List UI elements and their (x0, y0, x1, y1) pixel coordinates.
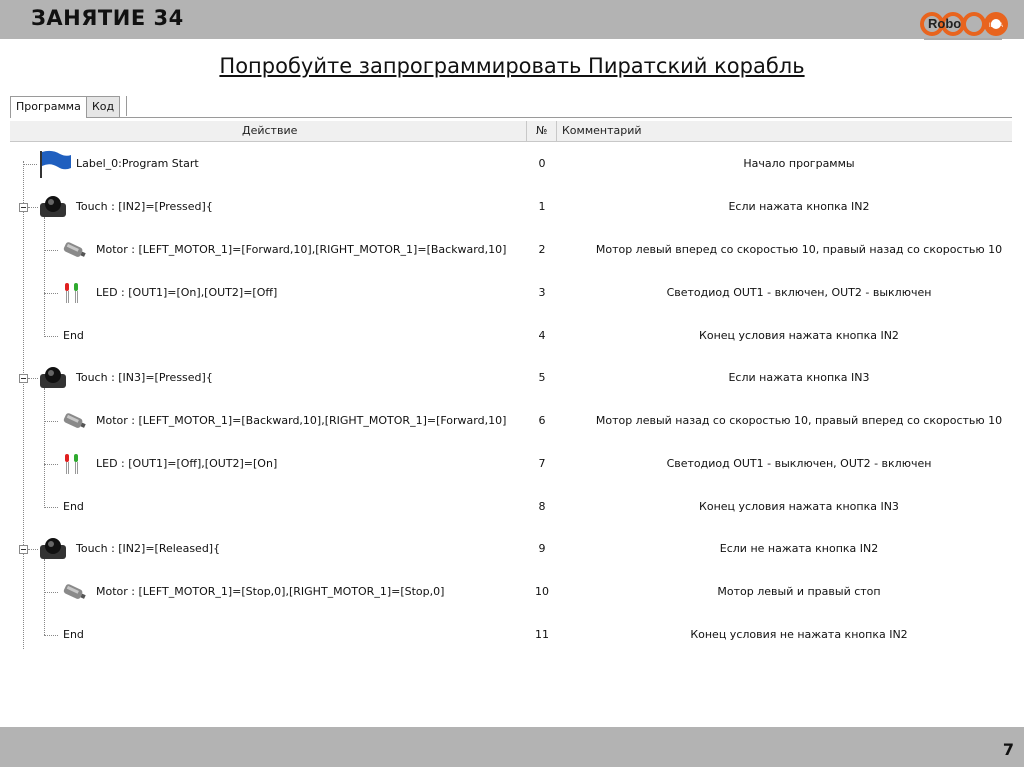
row-comment: Мотор левый назад со скоростью 10, правый вперед со скоростью 10 (595, 414, 1003, 427)
row-comment: Мотор левый и правый стоп (717, 585, 881, 598)
logo-text: Robo (928, 16, 962, 31)
column-separator (526, 121, 527, 141)
row-number: 9 (538, 542, 546, 555)
button-icon (38, 194, 68, 223)
row-comment: Конец условия нажата кнопка IN3 (699, 500, 899, 513)
row-number: 5 (538, 371, 546, 384)
led-icon (62, 452, 82, 479)
row-number: 4 (538, 329, 546, 342)
program-table (10, 121, 1012, 651)
row-action: Touch : [IN3]=[Pressed]{ (76, 371, 213, 384)
collapse-toggle[interactable] (19, 545, 28, 554)
row-action: Label_0:Program Start (76, 157, 199, 170)
row-comment: Если не нажата кнопка IN2 (719, 542, 879, 555)
tab-program[interactable]: Программа (10, 96, 87, 118)
motor-icon (60, 239, 88, 264)
logo-sub: IDEA (989, 23, 1004, 29)
table-row[interactable] (10, 278, 1012, 308)
row-number: 11 (535, 628, 549, 641)
row-action: Touch : [IN2]=[Pressed]{ (76, 200, 213, 213)
table-row[interactable] (10, 620, 1012, 650)
table-header (10, 121, 1012, 142)
table-row[interactable] (10, 149, 1012, 179)
column-action[interactable]: Действие (242, 124, 298, 137)
table-row[interactable] (10, 321, 1012, 351)
collapse-toggle[interactable] (19, 203, 28, 212)
row-comment: Начало программы (743, 157, 855, 170)
lesson-title: ЗАНЯТИЕ 34 (31, 6, 184, 30)
button-icon (38, 365, 68, 394)
table-row[interactable] (10, 192, 1012, 222)
row-comment: Светодиод OUT1 - включен, OUT2 - выключен (666, 286, 932, 299)
row-number: 7 (538, 457, 546, 470)
table-row[interactable] (10, 577, 1012, 607)
row-action: Motor : [LEFT_MOTOR_1]=[Forward,10],[RIGHT_MOTOR_1]=[Backward,10] (96, 243, 507, 256)
bottom-bar (0, 727, 1024, 767)
row-action: Motor : [LEFT_MOTOR_1]=[Stop,0],[RIGHT_MOTOR_1]=[Stop,0] (96, 585, 445, 598)
row-comment: Конец условия нажата кнопка IN2 (699, 329, 899, 342)
led-icon (62, 281, 82, 308)
collapse-toggle[interactable] (19, 374, 28, 383)
motor-icon (60, 410, 88, 435)
row-action: End (63, 329, 84, 342)
page-number: 7 (1002, 740, 1014, 759)
row-action: LED : [OUT1]=[Off],[OUT2]=[On] (96, 457, 278, 470)
table-row[interactable] (10, 363, 1012, 393)
tab-code[interactable]: Код (86, 96, 120, 117)
column-number[interactable]: № (536, 124, 548, 137)
column-separator (556, 121, 557, 141)
table-row[interactable] (10, 492, 1012, 522)
row-action: Motor : [LEFT_MOTOR_1]=[Backward,10],[RIGHT_MOTOR_1]=[Forward,10] (96, 414, 507, 427)
table-row[interactable] (10, 534, 1012, 564)
row-number: 10 (535, 585, 549, 598)
tab-separator (126, 96, 127, 116)
row-number: 1 (538, 200, 546, 213)
button-icon (38, 536, 68, 565)
tab-bar (10, 96, 1012, 118)
row-comment: Конец условия не нажата кнопка IN2 (690, 628, 908, 641)
row-action: End (63, 500, 84, 513)
row-comment: Если нажата кнопка IN2 (728, 200, 870, 213)
slide-title: Попробуйте запрограммировать Пиратский корабль (219, 54, 805, 78)
column-comment[interactable]: Комментарий (562, 124, 642, 137)
robo-logo (920, 2, 1012, 44)
row-number: 8 (538, 500, 546, 513)
row-comment: Светодиод OUT1 - выключен, OUT2 - включен (666, 457, 932, 470)
row-comment: Мотор левый вперед со скоростью 10, правый назад со скоростью 10 (595, 243, 1003, 256)
row-action: LED : [OUT1]=[On],[OUT2]=[Off] (96, 286, 278, 299)
table-row[interactable] (10, 235, 1012, 265)
row-number: 3 (538, 286, 546, 299)
table-row[interactable] (10, 406, 1012, 436)
table-row[interactable] (10, 449, 1012, 479)
row-number: 0 (538, 157, 546, 170)
row-number: 2 (538, 243, 546, 256)
flag-icon (38, 149, 72, 182)
row-action: End (63, 628, 84, 641)
row-comment: Если нажата кнопка IN3 (728, 371, 870, 384)
row-number: 6 (538, 414, 546, 427)
motor-icon (60, 581, 88, 606)
row-action: Touch : [IN2]=[Released]{ (76, 542, 221, 555)
